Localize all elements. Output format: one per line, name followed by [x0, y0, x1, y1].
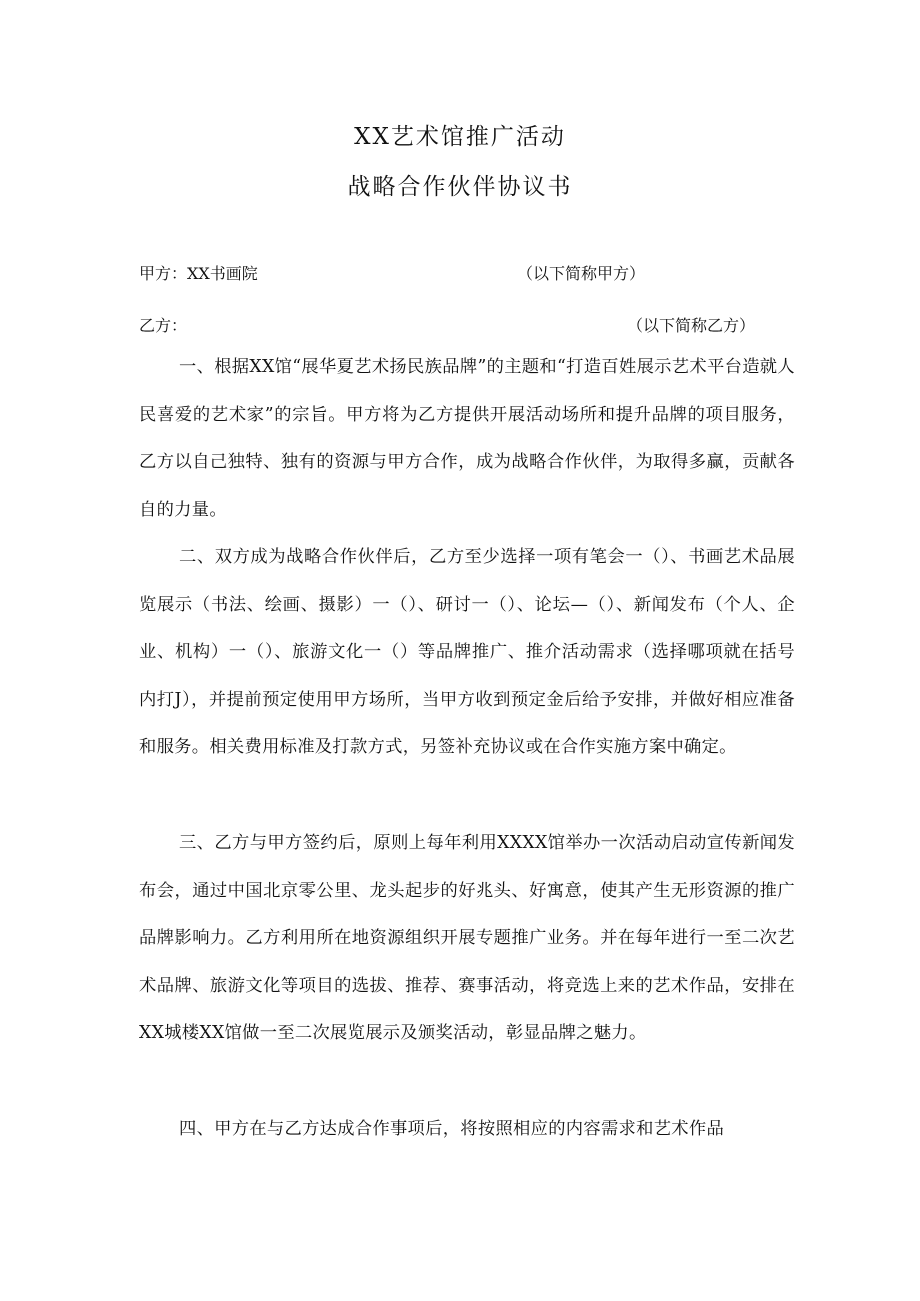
party-a-note: （以下简称甲方） — [517, 264, 646, 283]
clause-2: 二、双方成为战略合作伙伴后，乙方至少选择一项有笔会一（）、书画艺术品展览展示（书法、绘画、摄影）一（）、研讨一（）、论坛—（）、新闻发布（个人、企业、机构）一（）、旅游文化一（）等品牌推广、推介活动需求（选择哪项就在括号内打J），并提前预定使用甲方场所，当甲方收到预定金后给予安排，并做好相应准备和服务。相关费用标准及打款方式，另签补充协议或在合作实施方案中确定。 — [139, 547, 795, 758]
clause-1: 一、根据XX馆“展华夏艺术扬民族品牌”的主题和“打造百姓展示艺术平台造就人民喜爱的艺术家”的宗旨。甲方将为乙方提供开展活动场所和提升品牌的项目服务，乙方以自己独特、独有的资源与甲方合作，成为战略合作伙伴，为取得多赢，贡献各自的力量。 — [139, 357, 795, 520]
party-b-label: 乙方： — [139, 316, 188, 335]
clause-4: 四、甲方在与乙方达成合作事项后，将按照相应的内容需求和艺术作品 — [179, 1119, 725, 1139]
clause-3: 三、乙方与甲方签约后，原则上每年利用XXXX馆举办一次活动启动宣传新闻发布会，通过中国北京零公里、龙头起步的好兆头、好寓意，使其产生无形资源的推广品牌影响力。乙方利用所在地资源组织开展专题推广业务。并在每年进行一至二次艺术品牌、旅游文化等项目的选拔、推荐、赛事活动，将竞选上来的艺术作品，安排在XX城楼XX馆做一至二次展览展示及颁奖活动，彰显品牌之魅力。 — [139, 833, 795, 1044]
document-title: XX艺术馆推广活动 — [354, 124, 566, 150]
document-subtitle: 战略合作伙伴协议书 — [347, 174, 573, 200]
party-b-note: （以下简称乙方） — [627, 316, 756, 335]
party-a-label: 甲方：XX书画院 — [139, 264, 258, 283]
